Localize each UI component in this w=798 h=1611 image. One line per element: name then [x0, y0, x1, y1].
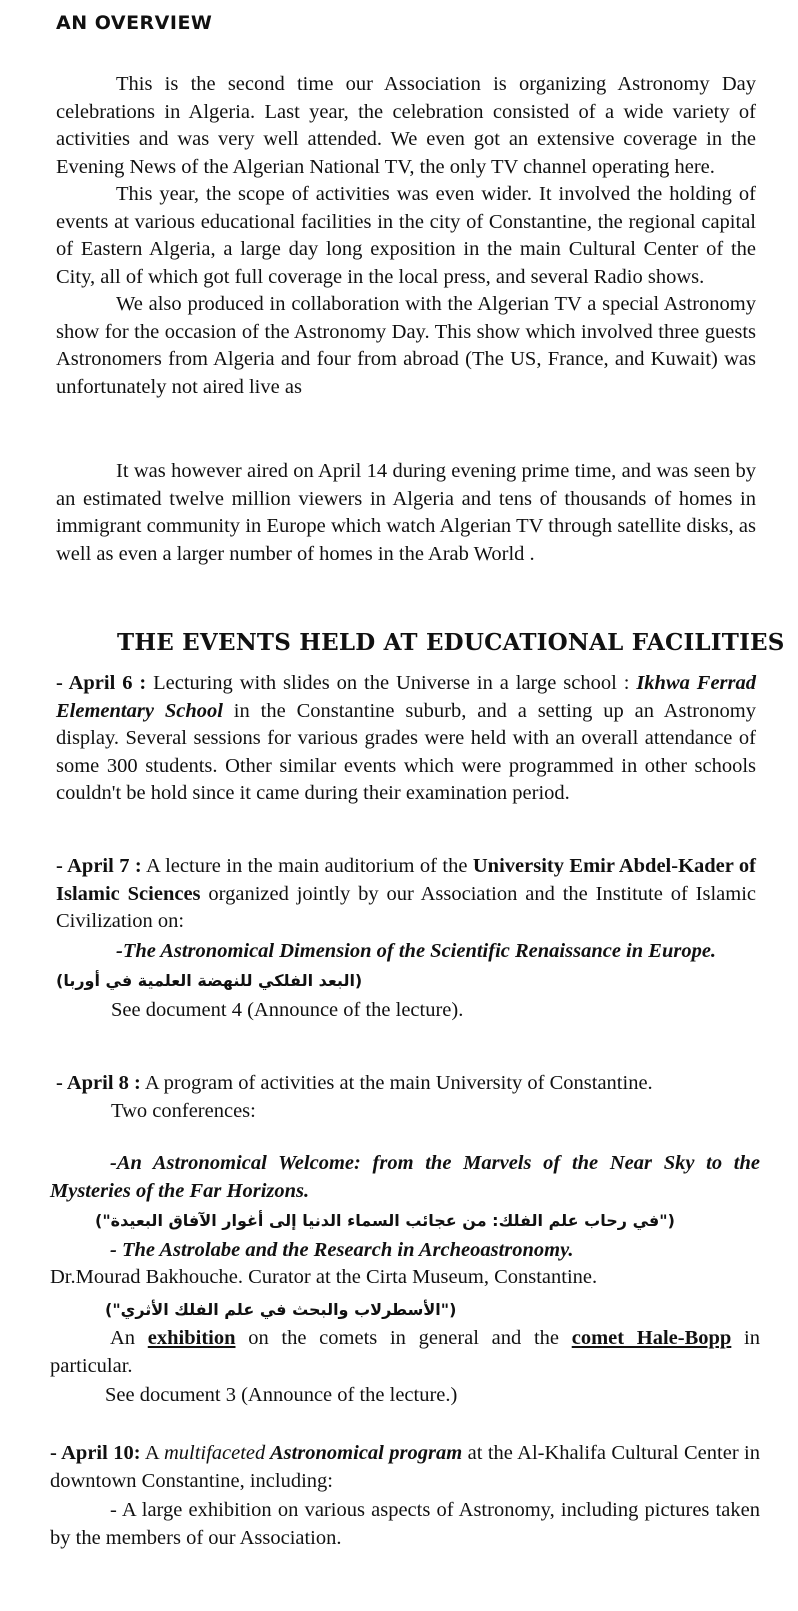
april-7-arabic-title — [56, 967, 756, 995]
april-7-text-2: organized jointly by our Association and the Institute of Islamic Civilization on: — [56, 882, 756, 932]
april-8-arabic-1-line — [50, 1207, 760, 1235]
april-6-school-name: Ikhwa Ferrad Elementary School — [56, 672, 756, 722]
april-10-multifaceted: multifaceted — [163, 1442, 266, 1464]
april-8-arabic-2: ("الأسطرلاب والبحث في علم الفلك الأثري") — [105, 1299, 457, 1319]
april-8-arabic-2-line — [50, 1296, 760, 1324]
april-10-entry — [50, 1440, 760, 1552]
april-8-entry — [56, 1070, 756, 1125]
overview-heading: AN OVERVIEW — [56, 12, 213, 34]
april-7-text-1: A lecture in the main auditorium of the — [141, 855, 473, 877]
april-8-conference-2: - The Astrolabe and the Research in Archeoastronomy. — [110, 1238, 574, 1261]
overview-paragraph-1: This is the second time our Association is organizing Astronomy Day celebrations in Algeria. Last year, the celebration consisted of a wide variety of activities and was very well attended. We even got an extensive coverage in the Evening News of the Algerian National TV, the only TV channel operating here. — [56, 73, 756, 178]
april-8-conference-1: -An Astronomical Welcome: from the Marvels of the Near Sky to the Mysteries of the Far Horizons. — [50, 1152, 760, 1202]
april-10-text-1: A — [140, 1442, 164, 1464]
april-10-date: - April 10: — [50, 1442, 141, 1464]
april-7-lecture-title: -The Astronomical Dimension of the Scientific Renaissance in Europe. — [116, 939, 717, 962]
overview-paragraph-3: We also produced in collaboration with the Algerian TV a special Astronomy show for the occasion of the Astronomy Day. This show which involved three guests Astronomers from Algeria and four from abroad (The US, France, and Kuwait) was unfortunately not aired live as — [56, 293, 756, 398]
april-8-text-1: A program of activities at the main University of Constantine. — [140, 1072, 653, 1094]
april-8-see-document: See document 3 (Announce of the lecture.) — [105, 1384, 458, 1406]
april-8-end: in particular. — [50, 1327, 760, 1377]
april-6-date: - April 6 : — [56, 672, 147, 694]
april-6-text-2: in the Constantine suburb, and a setting up an Astronomy display. Several sessions for various grades were held with an overall attendance of some 300 students. Other similar events which were programmed in other schools couldn't be hold since it came during their examination period. — [56, 699, 756, 804]
april-7-entry — [56, 853, 756, 1024]
april-8-speaker: Dr.Mourad Bakhouche. Curator at the Cirta Museum, Constantine. — [50, 1266, 598, 1288]
april-7-arabic-text: (البعد الفلكي للنهضة العلمية في أوربا) — [56, 971, 363, 990]
events-section-heading: THE EVENTS HELD AT EDUCATIONAL FACILITIES — [117, 629, 785, 656]
april-10-text-2: at the Al-Khalifa Cultural Center in downtown Constantine, including: — [50, 1442, 761, 1492]
april-6-entry — [56, 670, 756, 808]
april-8-arabic-1: ("في رحاب علم الفلك: من عجائب السماء الدنيا إلى أغوار الآفاق البعيدة") — [95, 1211, 675, 1230]
april-7-date: - April 7 : — [56, 855, 142, 877]
april-8-an: An — [110, 1327, 148, 1349]
april-8-exhibition: exhibition — [147, 1327, 236, 1349]
april-8-comet: comet Hale-Bopp — [571, 1327, 732, 1349]
april-8-mid: on the comets in general and the — [235, 1327, 572, 1349]
overview-continuation — [56, 458, 756, 568]
april-8-exhibition-line — [50, 1325, 760, 1380]
april-7-see-document: See document 4 (Announce of the lecture). — [111, 998, 464, 1021]
april-10-item-1: - A large exhibition on various aspects of Astronomy, including pictures taken by the members of our Association. — [50, 1499, 760, 1549]
overview-paragraph-4: It was however aired on April 14 during evening prime time, and was seen by an estimated twelve million viewers in Algeria and tens of thousands of homes in immigrant community in Europe which watch Algerian TV through satellite disks, as well as even a larger number of homes in the Arab World . — [56, 460, 756, 565]
overview-section — [56, 71, 756, 401]
april-8-date: - April 8 : — [56, 1072, 141, 1094]
april-8-two-conferences: Two conferences: — [111, 1099, 256, 1122]
april-8-conferences — [50, 1150, 760, 1410]
april-6-text-1: Lecturing with slides on the Universe in a large school : — [146, 672, 630, 694]
overview-paragraph-2: This year, the scope of activities was even wider. It involved the holding of events at various educational facilities in the city of Constantine, the regional capital of Eastern Algeria, a large day long exposition in the main Cultural Center of the City, all of which got full coverage in the local press, and several Radio shows. — [56, 183, 756, 288]
april-10-program: Astronomical program — [265, 1442, 463, 1464]
april-7-university: University Emir Abdel-Kader of Islamic Sciences — [56, 855, 757, 905]
